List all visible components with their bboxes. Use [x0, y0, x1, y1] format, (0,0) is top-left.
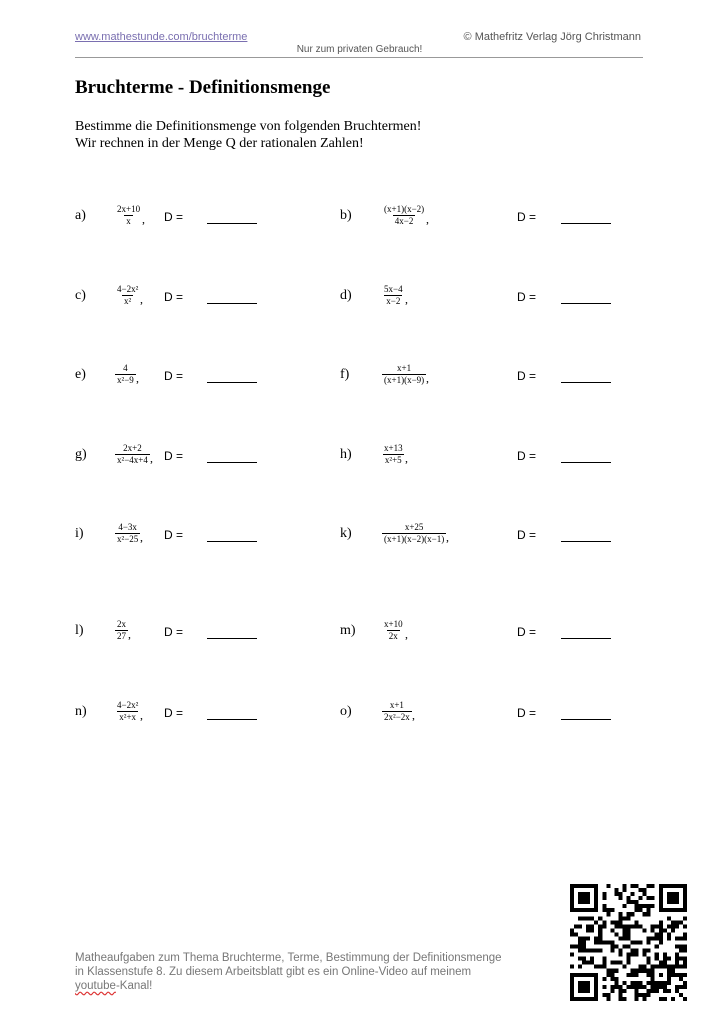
task-label: m)	[340, 623, 356, 638]
separator-comma: ,	[128, 627, 131, 641]
task-label: d)	[340, 288, 352, 303]
fraction-term	[115, 204, 142, 227]
task-label: c)	[75, 288, 86, 303]
fraction-numerator: 4	[123, 363, 128, 373]
answer-blank[interactable]	[207, 462, 257, 463]
task-label: a)	[75, 208, 86, 223]
separator-comma: ,	[140, 708, 143, 722]
fraction-term	[115, 363, 136, 386]
fraction-denominator: x²−25	[117, 534, 139, 544]
fraction-denominator: (x+1)(x−9)	[384, 375, 425, 385]
separator-comma: ,	[142, 212, 145, 226]
domain-label: D =	[164, 210, 184, 224]
page-title: Bruchterme - Definitionsmenge	[75, 77, 331, 98]
separator-comma: ,	[405, 451, 408, 465]
intro-text	[75, 118, 421, 152]
separator-comma: ,	[426, 212, 429, 226]
domain-label: D =	[164, 528, 184, 542]
separator-comma: ,	[405, 292, 408, 306]
answer-blank[interactable]	[561, 541, 611, 542]
fraction-denominator: 2x²−2x	[384, 712, 410, 722]
intro-line-2: Wir rechnen in der Menge Q der rationalen Zahlen!	[75, 136, 364, 151]
answer-blank[interactable]	[561, 462, 611, 463]
fraction-numerator: 5x−4	[384, 284, 403, 294]
header-private-note: Nur zum privaten Gebrauch!	[296, 44, 423, 55]
task-label: f)	[340, 367, 350, 382]
header-link[interactable]: www.mathestunde.com/bruchterme	[75, 31, 248, 43]
answer-blank[interactable]	[561, 223, 611, 224]
domain-label: D =	[164, 449, 184, 463]
fraction-numerator: 2x+10	[117, 204, 141, 214]
domain-label: D =	[164, 706, 184, 720]
answer-blank[interactable]	[561, 638, 611, 639]
fraction-denominator: x	[126, 216, 131, 226]
answer-blank[interactable]	[561, 382, 611, 383]
fraction-term	[115, 619, 128, 642]
fraction-numerator: 2x+2	[123, 443, 142, 453]
fraction-numerator: x+25	[404, 522, 424, 532]
answer-blank[interactable]	[561, 303, 611, 304]
separator-comma: ,	[446, 530, 449, 544]
footer-line-3-rest: -Kanal!	[115, 980, 153, 992]
fraction-term	[382, 522, 446, 545]
youtube-word: youtube	[75, 980, 116, 992]
domain-label: D =	[164, 369, 184, 383]
domain-label: D =	[517, 625, 537, 639]
fraction-term	[115, 443, 150, 466]
fraction-numerator: 4−3x	[118, 522, 137, 532]
answer-blank[interactable]	[207, 638, 257, 639]
separator-comma: ,	[412, 708, 415, 722]
fraction-term	[382, 363, 426, 386]
answer-blank[interactable]	[561, 719, 611, 720]
answer-blank[interactable]	[207, 719, 257, 720]
task-label: g)	[75, 447, 87, 462]
fraction-numerator: x+1	[389, 700, 404, 710]
domain-label: D =	[517, 449, 537, 463]
domain-label: D =	[517, 369, 537, 383]
fraction-denominator: 27	[117, 631, 126, 641]
fraction-term	[382, 443, 405, 466]
domain-label: D =	[517, 210, 537, 224]
separator-comma: ,	[140, 530, 143, 544]
fraction-denominator: x−2	[386, 296, 401, 306]
fraction-numerator: x+1	[397, 363, 412, 373]
fraction-term	[382, 700, 412, 723]
task-label: b)	[340, 208, 352, 223]
domain-label: D =	[517, 706, 537, 720]
answer-blank[interactable]	[207, 541, 257, 542]
fraction-term	[115, 522, 140, 545]
fraction-denominator: 4x−2	[394, 216, 414, 226]
domain-label: D =	[517, 290, 537, 304]
task-label: l)	[75, 623, 84, 638]
fraction-denominator: x²+x	[119, 712, 137, 722]
fraction-numerator: 4−2x²	[117, 700, 139, 710]
fraction-numerator: x+10	[384, 619, 403, 629]
fraction-numerator: x+13	[384, 443, 403, 453]
fraction-numerator: 4−2x²	[117, 284, 139, 294]
separator-comma: ,	[136, 371, 139, 385]
qr-code-icon	[570, 884, 687, 1001]
task-label: i)	[75, 526, 84, 541]
fraction-term	[115, 700, 140, 723]
fraction-denominator: x²−9	[117, 375, 134, 385]
domain-label: D =	[164, 290, 184, 304]
answer-blank[interactable]	[207, 382, 257, 383]
footer-text	[75, 951, 555, 993]
task-label: k)	[340, 526, 352, 541]
footer-line-3	[75, 979, 555, 993]
fraction-term	[382, 204, 426, 227]
answer-blank[interactable]	[207, 303, 257, 304]
task-label: h)	[340, 447, 352, 462]
fraction-term	[382, 619, 405, 642]
fraction-term	[382, 284, 405, 307]
fraction-denominator: x²	[124, 296, 132, 306]
domain-label: D =	[517, 528, 537, 542]
separator-comma: ,	[150, 451, 153, 465]
fraction-denominator: 2x	[388, 631, 398, 641]
separator-comma: ,	[426, 371, 429, 385]
fraction-term	[115, 284, 140, 307]
header-copyright: © Mathefritz Verlag Jörg Christmann	[463, 31, 641, 43]
task-label: n)	[75, 704, 87, 719]
fraction-numerator: 2x	[117, 619, 126, 629]
footer-line-1: Matheaufgaben zum Thema Bruchterme, Terme, Bestimmung der Definitionsmenge	[75, 952, 502, 964]
fraction-denominator: x²−4x+4	[117, 455, 148, 465]
footer-line-2: in Klassenstufe 8. Zu diesem Arbeitsblatt gibt es ein Online-Video auf meinem	[75, 966, 472, 978]
separator-comma: ,	[405, 627, 408, 641]
fraction-denominator: x²+5	[384, 455, 402, 465]
separator-comma: ,	[140, 292, 143, 306]
task-label: o)	[340, 704, 352, 719]
intro-line-1: Bestimme die Definitionsmenge von folgenden Bruchtermen!	[75, 119, 422, 134]
answer-blank[interactable]	[207, 223, 257, 224]
fraction-denominator: (x+1)(x−2)(x−1)	[384, 534, 445, 544]
header-divider	[75, 57, 643, 58]
fraction-numerator: (x+1)(x−2)	[384, 204, 425, 214]
domain-label: D =	[164, 625, 184, 639]
task-label: e)	[75, 367, 86, 382]
